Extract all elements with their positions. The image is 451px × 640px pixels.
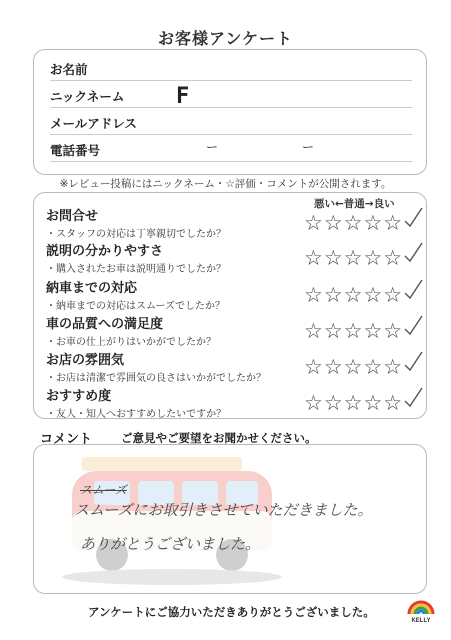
- publication-notice: ※レビュー投稿にはニックネーム・☆評価・コメントが公開されます。: [59, 178, 392, 190]
- question-heading: お問合せ: [46, 209, 99, 224]
- rating-question: [46, 349, 418, 384]
- svg-text:KELLY: KELLY: [411, 618, 431, 624]
- star-rating[interactable]: ☆☆☆☆☆: [304, 391, 404, 415]
- handwritten-comment-line: スムーズにお取引きさせていただきました。: [74, 501, 373, 519]
- phone-label: 電話番号: [50, 143, 101, 158]
- rating-question: [46, 205, 418, 240]
- selected-star-checkmark: [400, 313, 424, 337]
- rating-question: [46, 313, 418, 348]
- star-rating[interactable]: ☆☆☆☆☆: [304, 283, 404, 307]
- rating-question: [46, 385, 418, 420]
- rating-question: [46, 277, 418, 312]
- question-heading: お店の雰囲気: [46, 353, 125, 368]
- selected-star-checkmark: [400, 349, 424, 373]
- star-rating[interactable]: ☆☆☆☆☆: [304, 211, 404, 235]
- bus-illustration: [42, 451, 282, 589]
- email-label: メールアドレス: [50, 116, 137, 131]
- nickname-label: ニックネーム: [50, 89, 125, 104]
- handwritten-comment-line: ありがとうございました。: [80, 535, 261, 553]
- question-subtext: ・友人・知人へおすすめしたいですか？: [46, 409, 227, 420]
- rating-scale-label: 悪い←普通→良い: [314, 198, 395, 210]
- selected-star-checkmark: [400, 205, 424, 229]
- question-heading: 納車までの対応: [46, 281, 138, 296]
- star-rating[interactable]: ☆☆☆☆☆: [304, 319, 404, 343]
- question-subtext: ・お車の仕上がりはいかがでしたか？: [46, 337, 216, 348]
- customer-info-box: [33, 49, 427, 175]
- selected-star-checkmark: [400, 277, 424, 301]
- rating-question: [46, 240, 418, 275]
- comment-box[interactable]: [33, 444, 427, 594]
- star-rating[interactable]: ☆☆☆☆☆: [304, 246, 404, 270]
- question-heading: 車の品質への満足度: [46, 317, 164, 332]
- selected-star-checkmark: [400, 240, 424, 264]
- kelly-logo: [405, 596, 437, 624]
- question-heading: 説明の分かりやすさ: [46, 244, 164, 259]
- rating-box: [33, 192, 427, 419]
- phone-separator: ー: [206, 140, 219, 154]
- comment-hint: ご意見やご要望をお聞かせください。: [121, 431, 317, 445]
- handwritten-struck-word: スムーズ: [80, 483, 127, 497]
- nickname-field[interactable]: [50, 83, 412, 108]
- star-rating[interactable]: ☆☆☆☆☆: [304, 355, 404, 379]
- name-label: お名前: [50, 62, 88, 77]
- thank-you-footer: アンケートにご協力いただきありがとうございました。: [88, 605, 375, 619]
- name-field[interactable]: [50, 56, 412, 81]
- question-subtext: ・納車までの対応はスムーズでしたか？: [46, 301, 225, 312]
- selected-star-checkmark: [400, 385, 424, 409]
- survey-title: お客様アンケート: [157, 29, 294, 48]
- question-subtext: ・お店は清潔で雰囲気の良さはいかがでしたか？: [46, 373, 266, 384]
- nickname-value: F: [176, 84, 190, 109]
- phone-separator: ー: [302, 140, 315, 154]
- question-subtext: ・購入されたお車は説明通りでしたか？: [46, 264, 226, 275]
- phone-field[interactable]: [50, 137, 412, 162]
- question-subtext: ・スタッフの対応は丁寧親切でしたか？: [46, 229, 226, 240]
- question-heading: おすすめ度: [46, 389, 112, 404]
- email-field[interactable]: [50, 110, 412, 135]
- comment-label: コメント: [40, 432, 93, 447]
